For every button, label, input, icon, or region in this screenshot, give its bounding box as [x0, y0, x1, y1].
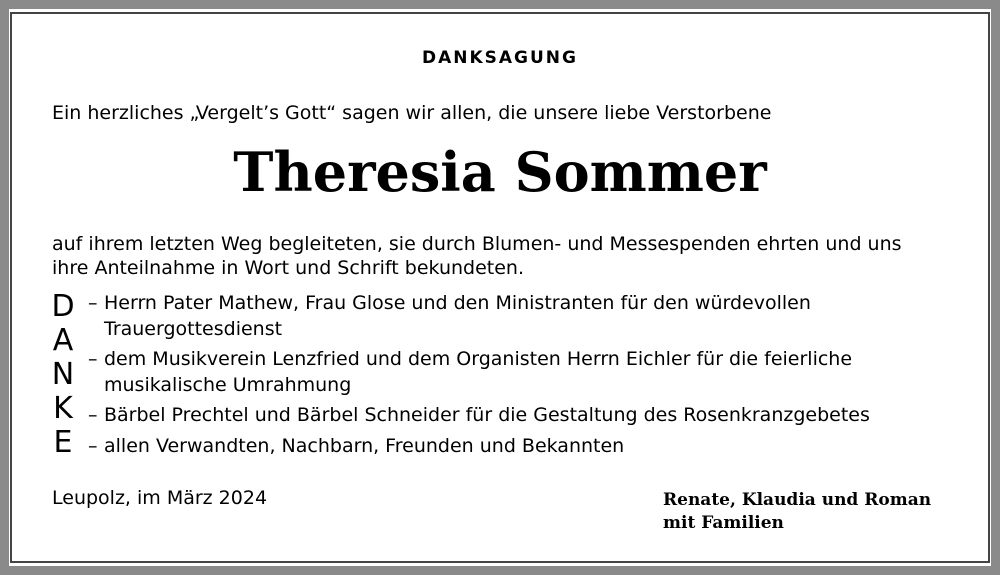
- danke-letter-a: A: [52, 323, 74, 358]
- item-text: dem Musikverein Lenzfried und dem Organisten Herrn Eichler für die feierliche: [104, 348, 853, 370]
- inner-frame: [10, 12, 990, 563]
- intro-text: Ein herzliches „Vergelt’s Gott“ sagen wir allen, die unsere liebe Verstorbene: [52, 102, 772, 124]
- heading: DANKSAGUNG: [421, 48, 578, 68]
- thanks-paragraph: [52, 232, 952, 280]
- paragraph-line: auf ihrem letzten Weg begleiteten, sie durch Blumen- und Messespenden ehrten und uns: [52, 233, 902, 255]
- item-text: Bärbel Prechtel und Bärbel Schneider für die Gestaltung des Rosenkranzgebetes: [104, 404, 870, 426]
- thanks-item: [88, 433, 624, 459]
- danke-letter-k: K: [53, 391, 73, 426]
- item-dash: –: [88, 404, 98, 426]
- item-dash: –: [88, 435, 98, 457]
- paragraph-line: ihre Anteilnahme in Wort und Schrift bekundeten.: [52, 257, 524, 279]
- item-dash: –: [88, 348, 98, 370]
- thanks-item: [88, 346, 852, 398]
- item-text-continued: musikalische Umrahmung: [104, 374, 352, 396]
- item-text: Herrn Pater Mathew, Frau Glose und den Ministranten für den würdevollen: [104, 292, 811, 314]
- danke-letter-n: N: [51, 357, 75, 392]
- deceased-name: Theresia Sommer: [233, 140, 767, 204]
- signers-line: mit Familien: [663, 513, 784, 533]
- thanks-item: [88, 402, 870, 428]
- place-date: Leupolz, im März 2024: [52, 487, 268, 509]
- thanks-item: [88, 290, 811, 342]
- item-text-continued: Trauergottesdienst: [104, 318, 283, 340]
- item-text: allen Verwandten, Nachbarn, Freunden und Bekannten: [104, 435, 625, 457]
- danke-letter-d: D: [51, 289, 75, 324]
- danke-letter-e: E: [53, 425, 73, 460]
- signers-line: Renate, Klaudia und Roman: [663, 490, 932, 510]
- item-dash: –: [88, 292, 98, 314]
- signers: [663, 489, 931, 535]
